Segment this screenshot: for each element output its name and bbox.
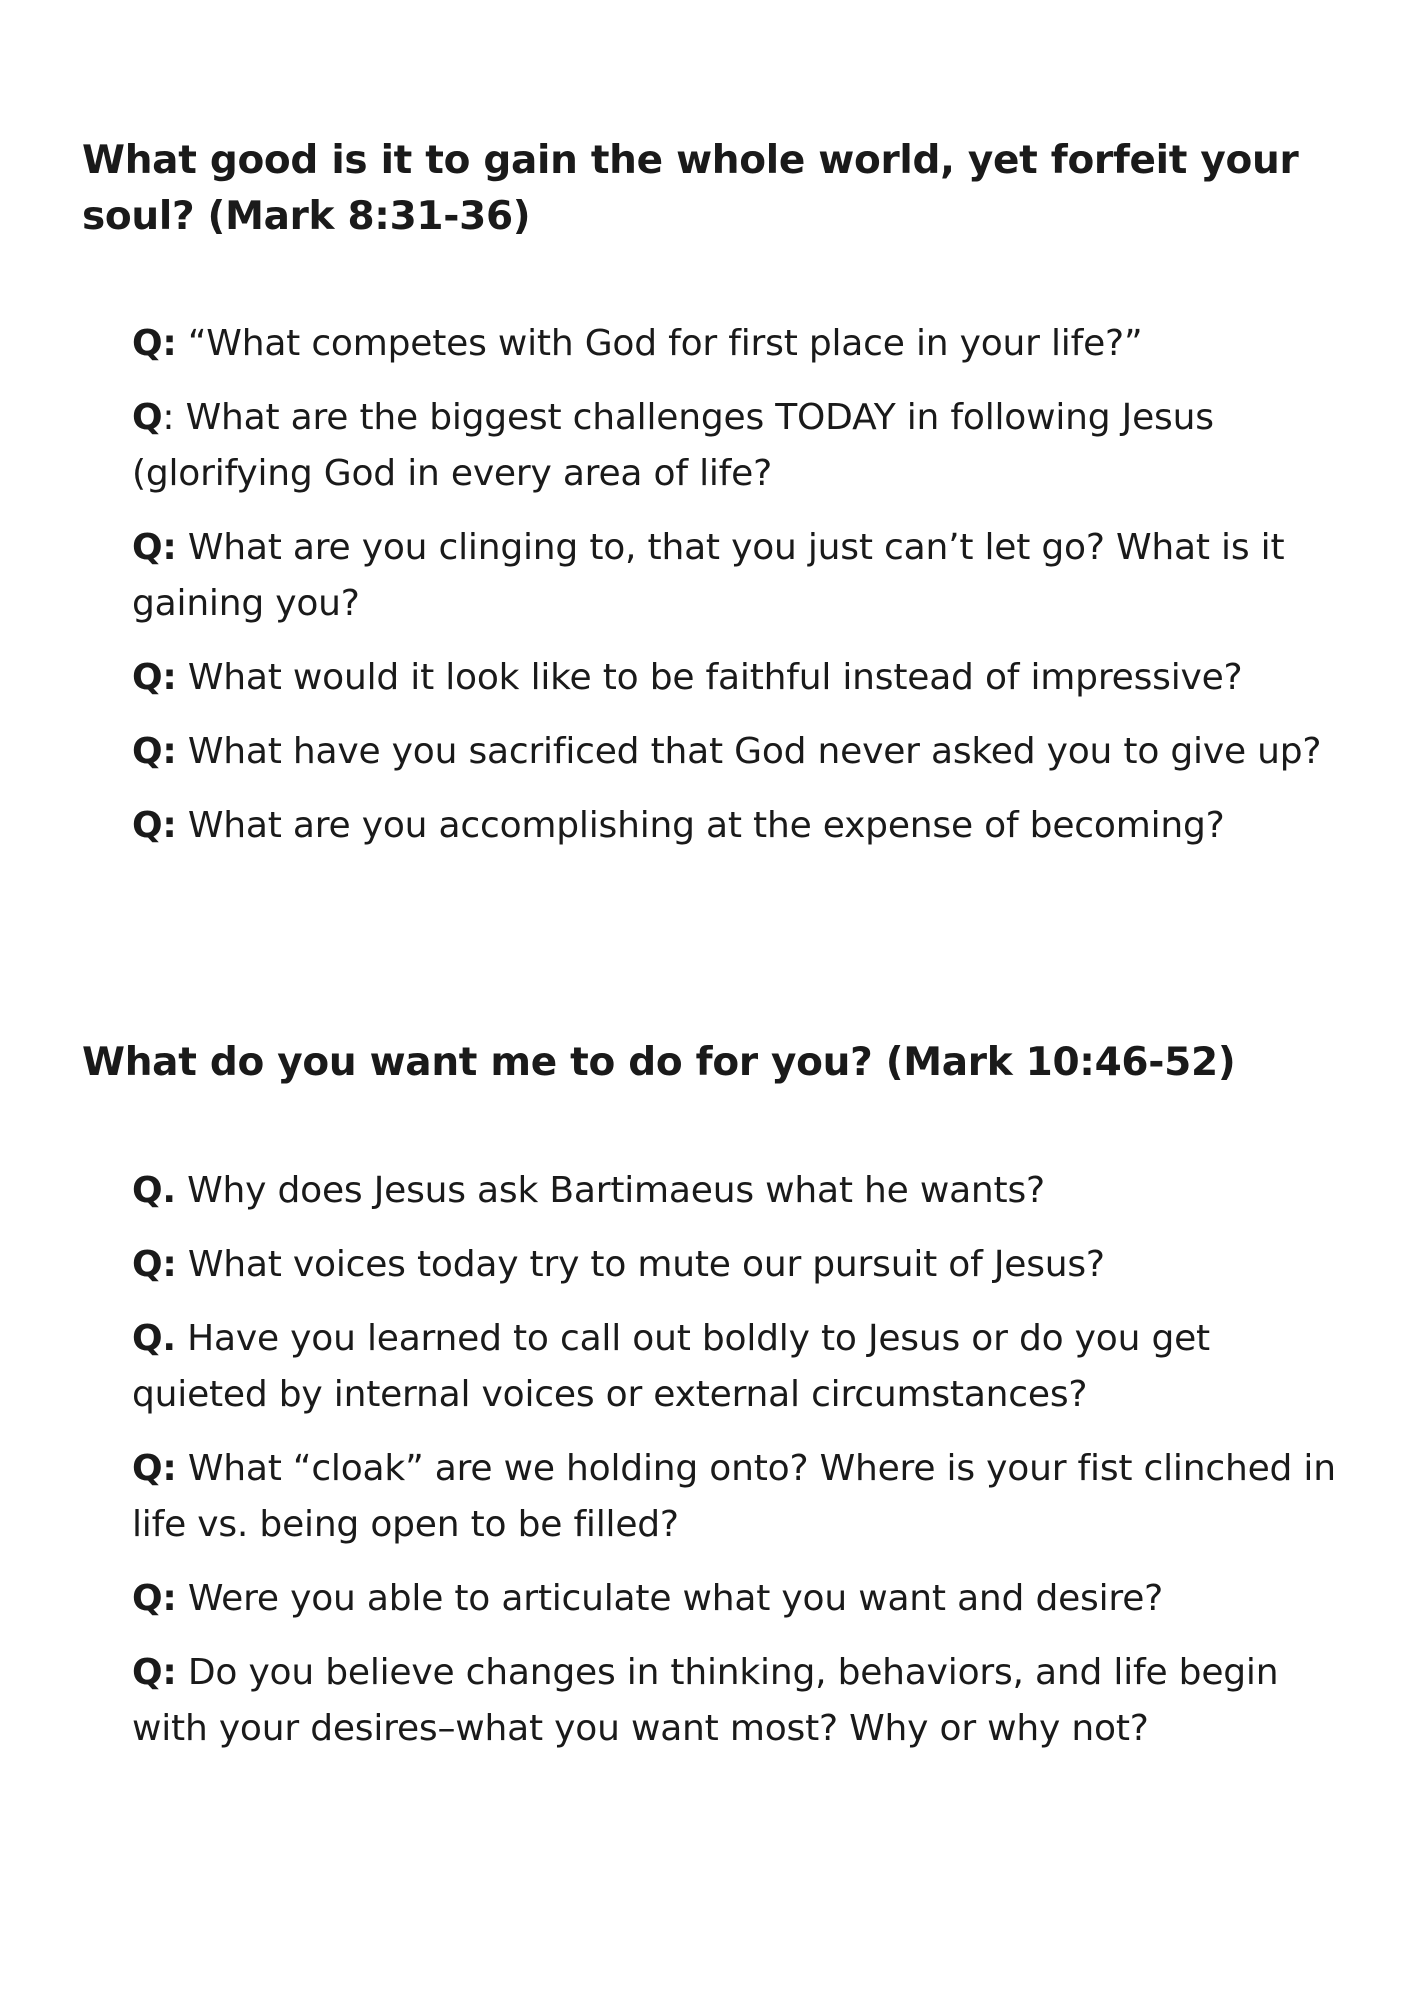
question-text: “What competes with God for first place in your life?” <box>176 323 1143 364</box>
question-prefix: Q <box>132 397 163 438</box>
question-text: What are you accomplishing at the expense of becoming? <box>176 805 1225 846</box>
section-mark-8 <box>82 133 1352 872</box>
question-text: Were you able to articulate what you want and desire? <box>176 1578 1164 1619</box>
question-item <box>132 390 1352 502</box>
question-item <box>132 1571 1352 1627</box>
question-text: What “cloak” are we holding onto? Where is your fist clinched in life vs. being open to be filled? <box>132 1448 1336 1545</box>
question-item <box>132 520 1352 632</box>
question-text: What would it look like to be faithful instead of impressive? <box>176 657 1243 698</box>
section-heading: What do you want me to do for you? (Mark 10:46-52) <box>82 1040 1236 1085</box>
question-prefix: Q: <box>132 323 177 364</box>
question-prefix: Q: <box>132 1448 177 1489</box>
question-list <box>82 1163 1352 1757</box>
question-item <box>132 1441 1352 1553</box>
question-prefix: Q: <box>132 1652 177 1693</box>
question-text: What have you sacrificed that God never asked you to give up? <box>176 731 1322 772</box>
question-prefix: Q: <box>132 1244 177 1285</box>
question-text: Have you learned to call out boldly to Jesus or do you get quieted by internal voices or external circumstances? <box>132 1318 1210 1415</box>
question-prefix: Q: <box>132 805 177 846</box>
question-item <box>132 1237 1352 1293</box>
question-item <box>132 316 1352 372</box>
question-item <box>132 650 1352 706</box>
question-prefix: Q: <box>132 1578 177 1619</box>
question-item <box>132 798 1352 854</box>
question-prefix: Q. <box>132 1170 176 1211</box>
question-prefix: Q. <box>132 1318 176 1359</box>
question-prefix: Q: <box>132 527 177 568</box>
question-prefix: Q: <box>132 731 177 772</box>
question-list <box>82 316 1352 854</box>
question-item <box>132 1645 1352 1757</box>
question-text: Why does Jesus ask Bartimaeus what he wants? <box>175 1170 1045 1211</box>
section-heading: What good is it to gain the whole world, yet forfeit your soul? (Mark 8:31-36) <box>82 138 1299 239</box>
section-mark-10 <box>82 1035 1352 1775</box>
question-text: : What are the biggest challenges TODAY in following Jesus (glorifying God in every area of life? <box>132 397 1214 494</box>
question-text: What are you clinging to, that you just can’t let go? What is it gaining you? <box>132 527 1285 624</box>
question-item <box>132 1311 1352 1423</box>
question-item <box>132 1163 1352 1219</box>
question-prefix: Q: <box>132 657 177 698</box>
question-item <box>132 724 1352 780</box>
question-text: Do you believe changes in thinking, behaviors, and life begin with your desires–what you want most? Why or why not? <box>132 1652 1279 1749</box>
question-text: What voices today try to mute our pursuit of Jesus? <box>176 1244 1105 1285</box>
